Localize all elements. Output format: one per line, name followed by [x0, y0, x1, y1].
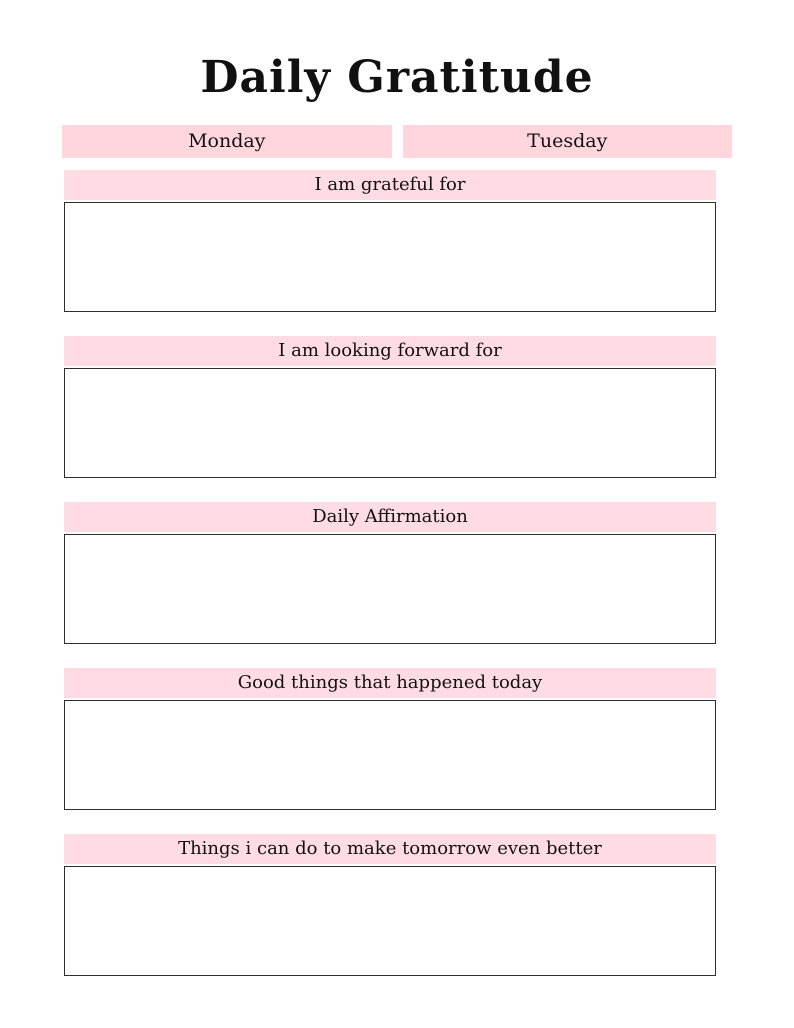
affirmation-header-text: Daily Affirmation	[312, 506, 468, 528]
affirmation-header	[64, 502, 716, 532]
day-labels-row	[62, 125, 732, 158]
looking-forward-header	[64, 336, 716, 366]
good-things-header	[64, 668, 716, 698]
affirmation-entry-box[interactable]	[64, 534, 716, 644]
tomorrow-better-header	[64, 834, 716, 864]
tomorrow-better-header-text: Things i can do to make tomorrow even better	[178, 838, 602, 860]
day-label-tuesday	[403, 125, 733, 158]
looking-forward-header-text: I am looking forward for	[278, 340, 502, 362]
good-things-entry-box[interactable]	[64, 700, 716, 810]
grateful-header	[64, 170, 716, 200]
good-things-header-text: Good things that happened today	[237, 672, 543, 694]
section-grateful	[64, 170, 716, 312]
day-label-monday-text: Monday	[188, 130, 266, 153]
section-tomorrow-better	[64, 834, 716, 976]
day-label-monday	[62, 125, 392, 158]
grateful-header-text: I am grateful for	[314, 174, 466, 196]
section-looking-forward	[64, 336, 716, 478]
section-affirmation	[64, 502, 716, 644]
looking-forward-entry-box[interactable]	[64, 368, 716, 478]
grateful-entry-box[interactable]	[64, 202, 716, 312]
page-title: Daily Gratitude	[200, 52, 594, 103]
section-good-things	[64, 668, 716, 810]
tomorrow-better-entry-box[interactable]	[64, 866, 716, 976]
sections-container	[0, 170, 794, 976]
day-label-tuesday-text: Tuesday	[527, 130, 608, 153]
